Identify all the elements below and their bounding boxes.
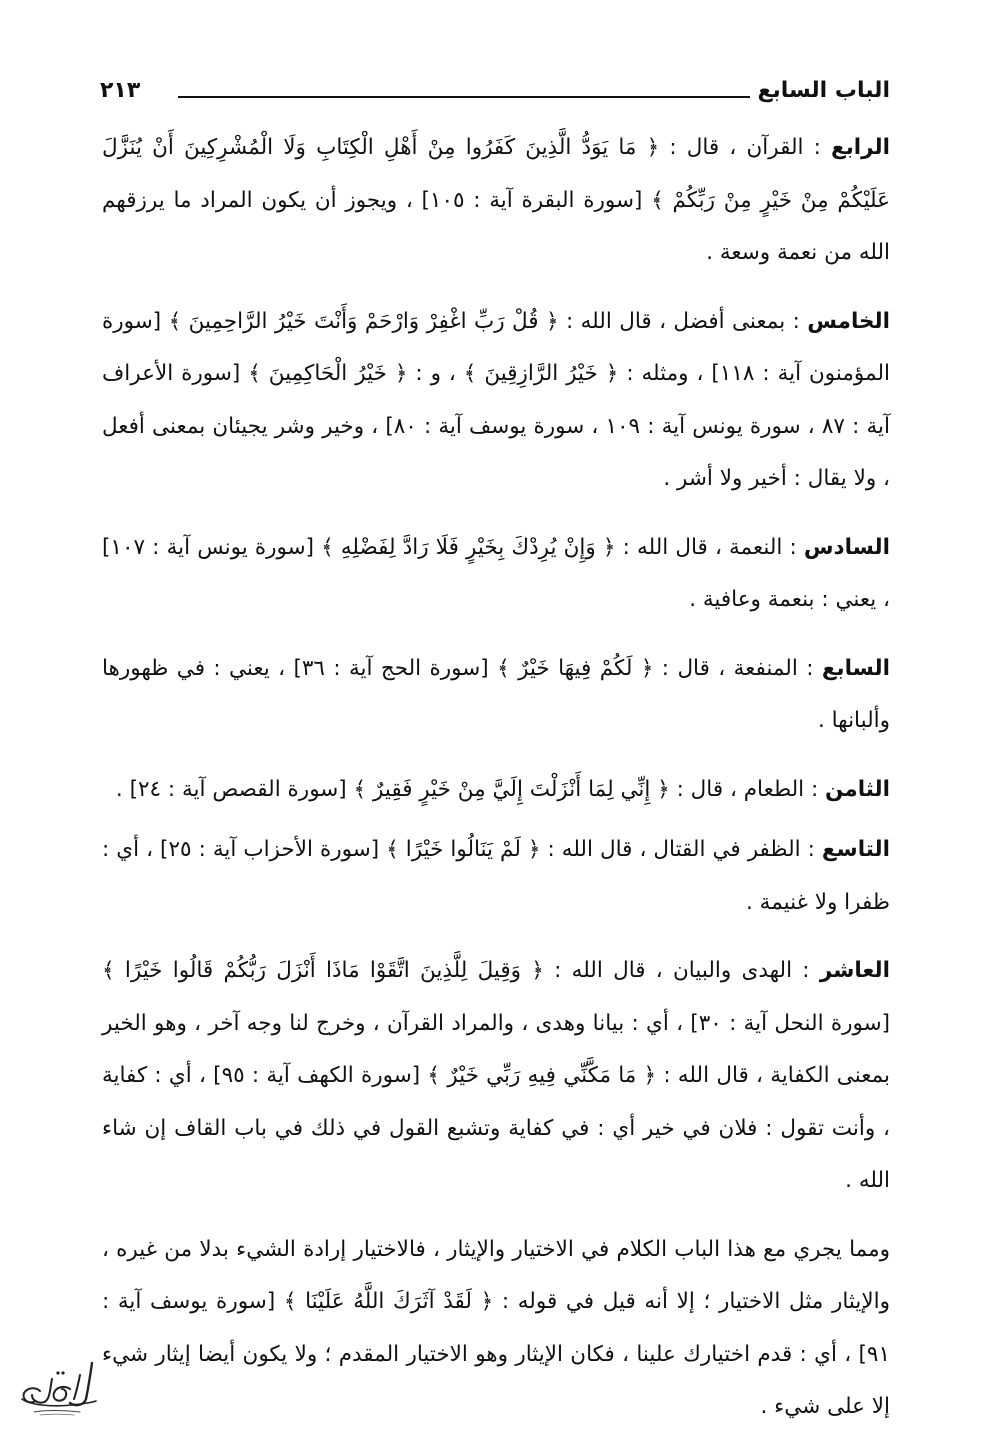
paragraph-heading: الخامس [807,308,890,334]
running-header [100,72,890,112]
library-logo-icon [10,1355,102,1419]
page-body [102,122,890,1450]
paragraph-text: : بمعنى أفضل ، قال الله : ﴿ قُلْ رَبِّ اغْفِرْ وَارْحَمْ وَأَنْتَ خَيْرُ الرَّاحِمِينَ ﴾ [سورة المؤمنون آية : ١١٨] ، ومثله : ﴿ خَيْرُ الرَّازِقِينَ ﴾ ، و : ﴿ خَيْرُ الْحَاكِمِينَ ﴾ [سورة الأعراف آية : ٨٧ ، سورة يونس آية : ١٠٩ ، سورة يوسف آية : ٨٠] ، وخير وشر يجيئان بمعنى أفعل ، ولا يقال : أخير ولا أشر . [102,308,890,491]
paragraph-heading: الثامن [825,776,890,802]
paragraph-heading: السابع [821,655,890,681]
paragraph-text: ومما يجري مع هذا الباب الكلام في الاختيار والإيثار ، فالاختيار إرادة الشيء بدلا من غيره ، والإيثار مثل الاختيار ؛ إلا أنه قيل في قوله : ﴿ لَقَدْ آثَرَكَ اللَّهُ عَلَيْنَا ﴾ [سورة يوسف آية : ٩١] ، أي : قدم اختيارك علينا ، فكان الإيثار وهو الاختيار المقدم ؛ ولا يكون أيضا إيثار شيء إلا على شيء . [102,1236,890,1419]
paragraph-text: : النعمة ، قال الله : ﴿ وَإِنْ يُرِدْكَ بِخَيْرٍ فَلَا رَادَّ لِفَضْلِهِ ﴾ [سورة يونس آية : ١٠٧] ، يعني : بنعمة وعافية . [102,534,890,612]
paragraph [102,945,890,1208]
paragraph-text: : القرآن ، قال : ﴿ مَا يَوَدُّ الَّذِينَ كَفَرُوا مِنْ أَهْلِ الْكِتَابِ وَلَا الْمُشْرِكِينَ أَنْ يُنَزَّلَ عَلَيْكُمْ مِنْ خَيْرٍ مِنْ رَبِّكُمْ ﴾ [سورة البقرة آية : ١٠٥] ، ويجوز أن يكون المراد ما يرزقهم الله من نعمة وسعة . [102,135,890,265]
paragraph-heading: الرابع [831,135,890,160]
paragraph-text: : الهدى والبيان ، قال الله : ﴿ وَقِيلَ لِلَّذِينَ اتَّقَوْا مَاذَا أَنْزَلَ رَبُّكُمْ قَالُوا خَيْرًا ﴾ [سورة النحل آية : ٣٠] ، أي : بيانا وهدى ، والمراد القرآن ، وخرج لنا وجه آخر ، وهو الخير بمعنى الكفاية ، قال الله : ﴿ مَا مَكَّنِّي فِيهِ رَبِّي خَيْرٌ ﴾ [سورة الكهف آية : ٩٥] ، أي : كفاية ، وأنت تقول : فلان في خير أي : في كفاية وتشبع القول في ذلك في باب القاف إن شاء الله . [102,958,890,1193]
paragraph-heading: العاشر [819,958,890,983]
paragraph-text: : المنفعة ، قال : ﴿ لَكُمْ فِيهَا خَيْرٌ ﴾ [سورة الحج آية : ٣٦] ، يعني : في ظهورها وألبانها . [102,655,890,733]
paragraph-heading: السادس [803,534,890,560]
chapter-title: الباب السابع [757,78,890,103]
header-rule [178,96,750,98]
paragraph [102,522,890,627]
page-number: ٢١٣ [100,78,141,103]
paragraph [102,764,890,817]
paragraph [102,1224,890,1434]
paragraph-text: : الظفر في القتال ، قال الله : ﴿ لَمْ يَنَالُوا خَيْرًا ﴾ [سورة الأحزاب آية : ٢٥] ، أي : ظفرا ولا غنيمة . [102,837,890,915]
paragraph-text: : الطعام ، قال : ﴿ إِنِّي لِمَا أَنْزَلْتَ إِلَيَّ مِنْ خَيْرٍ فَقِيرٌ ﴾ [سورة القصص آية : ٢٤] . [115,776,826,802]
paragraph [102,296,890,506]
paragraph-heading: التاسع [821,837,890,862]
paragraph [102,122,890,280]
paragraph [102,824,890,929]
paragraph [102,643,890,748]
